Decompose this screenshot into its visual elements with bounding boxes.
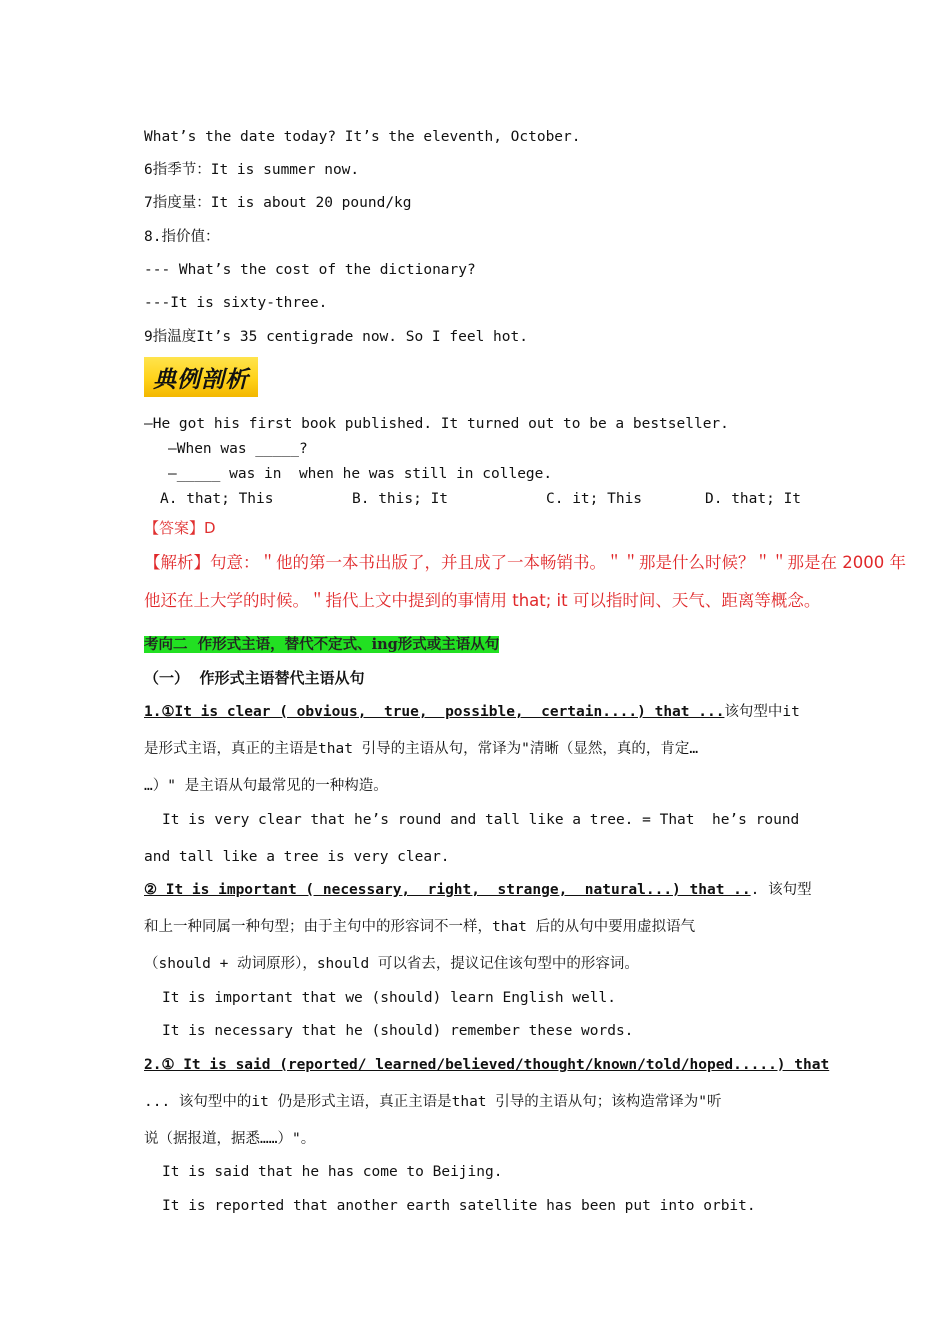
line-temperature: 9指温度It’s 35 centigrade now. So I feel hot. <box>144 329 528 345</box>
option-a: A. that; This <box>160 491 274 507</box>
line-season: 6指季节：It is summer now. <box>144 162 360 178</box>
sub-heading: （一） 作形式主语替代主语从句 <box>144 669 365 687</box>
pattern-3-line: 2.① It is said (reported/ learned/believed/thought/known/told/hoped.....) that <box>144 1057 830 1073</box>
pattern-3-explain-1: ... 该句型中的it 仍是形式主语，真正主语是that 引导的主语从句；该构造常译为"听 <box>144 1094 722 1110</box>
example-question-1: —He got his first book published. It turned out to be a bestseller. <box>144 416 729 432</box>
pattern-2-explain-2: （should + 动词原形），should 可以省去，提议记住该句型中的形容词。 <box>144 956 639 972</box>
pattern-2-example-2: It is necessary that he (should) remember these words. <box>162 1023 634 1039</box>
analysis-line-2: 他还在上大学的时候。＂指代上文中提到的事情用 that; it 可以指时间、天气、距离等概念。 <box>144 591 821 610</box>
line-value: 8.指价值： <box>144 229 220 245</box>
line-measure: 7指度量：It is about 20 pound/kg <box>144 195 412 211</box>
option-b: B. this; It <box>352 491 449 507</box>
pattern-2-example-1: It is important that we (should) learn English well. <box>162 990 616 1006</box>
section-heading-text: 考向二 作形式主语，替代不定式、ing形式或主语从句 <box>144 636 500 653</box>
line-dialog-1: --- What’s the cost of the dictionary? <box>144 262 476 278</box>
pattern-1-explain-2: …）" 是主语从句最常见的一种构造。 <box>144 778 388 794</box>
pattern-1-explain-1: 是形式主语，真正的主语是that 引导的主语从句，常译为"清晰（显然，真的，肯定… <box>144 741 699 757</box>
answer: 【答案】D <box>144 519 216 537</box>
option-d: D. that; It <box>705 491 802 507</box>
pattern-1-tail: 该句型中it <box>724 704 800 720</box>
section-heading <box>144 636 499 654</box>
pattern-2-line <box>144 881 812 899</box>
pattern-2-explain-1: 和上一种同属一种句型；由于主句中的形容词不一样，that 后的从句中要用虚拟语气 <box>144 919 696 935</box>
pattern-3-explain-2: 说（据报道，据悉……）"。 <box>144 1131 316 1147</box>
pattern-3-example-2: It is reported that another earth satellite has been put into orbit. <box>162 1198 756 1214</box>
pattern-1-line <box>144 703 800 721</box>
example-question-3: —_____ was in when he was still in college. <box>168 466 553 482</box>
pattern-2-text: ② It is important ( necessary, right, strange, natural...) that .. <box>144 882 751 898</box>
option-c: C. it; This <box>546 491 643 507</box>
example-logo: 典例剖析 <box>144 357 258 397</box>
pattern-2-tail: . 该句型 <box>750 882 812 898</box>
line-date: What’s the date today? It’s the eleventh, October. <box>144 129 581 145</box>
pattern-1-example-2: and tall like a tree is very clear. <box>144 849 450 865</box>
pattern-1-example-1: It is very clear that he’s round and tall like a tree. = That he’s round <box>162 812 800 828</box>
pattern-3-example-1: It is said that he has come to Beijing. <box>162 1164 503 1180</box>
pattern-1-text: 1.①It is clear ( obvious, true, possible, certain....) that ... <box>144 704 725 720</box>
line-dialog-2: ---It is sixty-three. <box>144 295 328 311</box>
analysis-line-1: 【解析】句意：＂他的第一本书出版了，并且成了一本畅销书。＂＂那是什么时候？＂＂那是在 2000 年 <box>144 553 906 572</box>
example-question-2: —When was _____? <box>168 441 308 457</box>
